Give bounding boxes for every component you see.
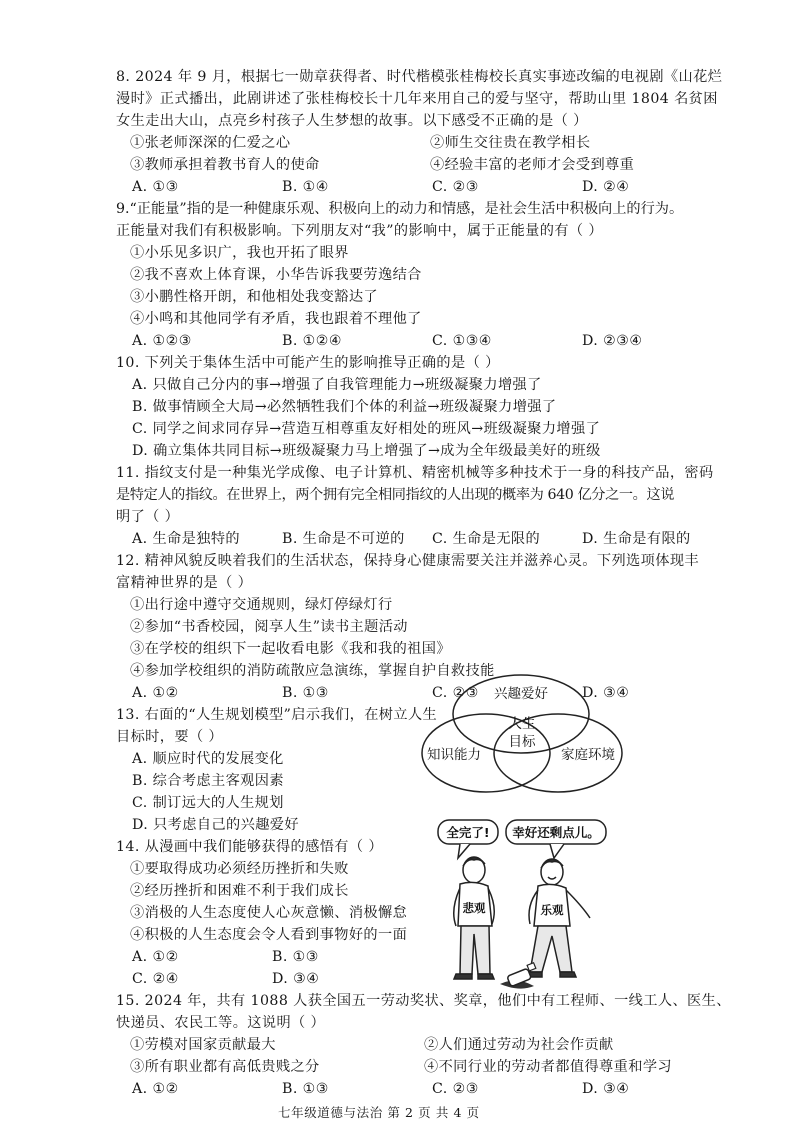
optimist-figure [524, 859, 590, 977]
q15-option-d: D. ③④ [582, 1081, 630, 1097]
optimism-pessimism-cartoon [430, 814, 612, 994]
q15-statement-3: ③所有职业都有高低贵贱之分 [130, 1059, 320, 1075]
q9-option-b: B. ①②④ [282, 333, 343, 349]
q15-statement-2: ②人们通过劳动为社会作贡献 [424, 1037, 614, 1053]
q13-stem-line1: 13. 右面的“人生规划模型”启示我们，在树立人生 [116, 707, 438, 723]
q12-stem-line2: 富精神世界的是（ ） [116, 575, 253, 591]
venn-label-knowledge: 知识能力 [427, 747, 481, 763]
speech-bubble-right [506, 820, 606, 858]
q15-option-c: C. ②③ [432, 1081, 479, 1097]
q15-stem-line2: 快递员、农民工等。这说明（ ） [116, 1015, 326, 1031]
q14-stem: 14. 从漫画中我们能够获得的感悟有（ ） [116, 839, 383, 855]
q14-option-a: A. ①② [132, 949, 179, 965]
q11-option-b: B. 生命是不可逆的 [282, 531, 405, 547]
q13-stem-line2: 目标时，要（ ） [116, 729, 224, 745]
q8-stem-line2: 漫时》正式播出，此剧讲述了张桂梅校长十几年来用自己的爱与坚守，帮助山里 1804 名贫困 [116, 91, 718, 107]
page-footer: 七年级道德与法治 第 2 页 共 4 页 [278, 1105, 480, 1120]
q10-option-c: C. 同学之间求同存异→营造互相尊重友好相处的班风→班级凝聚力增强了 [132, 421, 601, 437]
q15-statement-1: ①劳模对国家贡献最大 [130, 1037, 276, 1053]
q8-option-d: D. ②④ [582, 179, 630, 195]
q14-option-b: B. ①③ [272, 949, 319, 965]
q11-option-d: D. 生命是有限的 [582, 531, 691, 547]
q8-statement-2: ②师生交往贵在教学相长 [430, 135, 591, 151]
q8-statement-4: ④经验丰富的老师才会受到尊重 [430, 157, 635, 173]
q8-option-c: C. ②③ [432, 179, 479, 195]
venn-label-interest: 兴趣爱好 [494, 686, 548, 702]
q10-option-b: B. 做事情顾全大局→必然牺牲我们个体的利益→班级凝聚力增强了 [132, 399, 557, 415]
q12-stem-line1: 12. 精神风貌反映着我们的生活状态，保持身心健康需要关注并滋养心灵。下列选项体现丰 [116, 553, 700, 569]
q9-statement-2: ②我不喜欢上体育课，小华告诉我要劳逸结合 [130, 267, 422, 283]
shirt-left-text: 悲观 [462, 901, 486, 915]
venn-center-line2: 目标 [508, 734, 536, 750]
q14-option-d: D. ③④ [272, 971, 320, 987]
venn-center-line1: 人生 [508, 716, 536, 732]
shirt-right-text: 乐观 [540, 903, 564, 917]
tipped-bottle [500, 963, 536, 989]
q12-statement-4: ④参加学校组织的消防疏散应急演练，掌握自护自救技能 [130, 663, 495, 679]
q12-option-d: D. ③④ [582, 685, 630, 701]
q9-option-c: C. ①③④ [432, 333, 492, 349]
q15-option-b: B. ①③ [282, 1081, 329, 1097]
q9-option-a: A. ①②③ [132, 333, 192, 349]
q8-statement-3: ③教师承担着教书育人的使命 [130, 157, 320, 173]
q14-statement-2: ②经历挫折和困难不利于我们成长 [130, 883, 349, 899]
pessimist-figure [454, 857, 495, 979]
q8-option-b: B. ①④ [282, 179, 329, 195]
q12-statement-1: ①出行途中遵守交通规则，绿灯停绿灯行 [130, 597, 393, 613]
q13-option-d: D. 只考虑自己的兴趣爱好 [132, 817, 299, 833]
q9-statement-1: ①小乐见多识广，我也开拓了眼界 [130, 245, 349, 261]
q11-stem-line1: 11. 指纹支付是一种集光学成像、电子计算机、精密机械等多种技术于一身的科技产品，密码 [116, 465, 714, 481]
q10-option-d: D. 确立集体共同目标→班级凝聚力马上增强了→成为全年级最美好的班级 [132, 443, 601, 459]
q14-statement-1: ①要取得成功必须经历挫折和失败 [130, 861, 349, 877]
q14-statement-3: ③消极的人生态度使人心灰意懒、消极懈怠 [130, 905, 408, 921]
q9-stem-line1: 9.“正能量”指的是一种健康乐观、积极向上的动力和情感，是社会生活中积极向上的行为。 [116, 201, 684, 217]
q10-stem: 10. 下列关于集体生活中可能产生的影响推导正确的是（ ） [116, 355, 500, 371]
q14-statement-4: ④积极的人生态度会令人看到事物好的一面 [130, 927, 408, 943]
q11-option-c: C. 生命是无限的 [432, 531, 541, 547]
bubble-left-text: 全完了! [446, 825, 490, 840]
q8-stem-line1: 8. 2024 年 9 月，根据七一勋章获得者、时代楷模张桂梅校长真实事迹改编的电视剧《山花烂 [116, 69, 723, 85]
q13-option-b: B. 综合考虑主客观因素 [132, 773, 284, 789]
q12-statement-3: ③在学校的组织下一起收看电影《我和我的祖国》 [130, 641, 451, 657]
q12-statement-2: ②参加“书香校园，阅享人生”读书主题活动 [130, 619, 408, 635]
q8-statement-1: ①张老师深深的仁爱之心 [130, 135, 291, 151]
speech-bubble-left [438, 820, 498, 858]
q15-stem-line1: 15. 2024 年，共有 1088 人获全国五一劳动奖状、奖章，他们中有工程师、一线工人、医生、 [116, 993, 731, 1009]
q10-option-a: A. 只做自己分内的事→增强了自我管理能力→班级凝聚力增强了 [132, 377, 542, 393]
q9-statement-4: ④小鸣和其他同学有矛盾，我也跟着不理他了 [130, 311, 422, 327]
q12-option-a: A. ①② [132, 685, 179, 701]
q11-option-a: A. 生命是独特的 [132, 531, 240, 547]
q15-statement-4: ④不同行业的劳动者都值得尊重和学习 [424, 1059, 672, 1075]
venn-label-family: 家庭环境 [561, 747, 615, 763]
q11-stem-line2: 是特定人的指纹。在世界上，两个拥有完全相同指纹的人出现的概率为 640 亿分之一。这说 [116, 487, 675, 503]
q9-option-d: D. ②③④ [582, 333, 643, 349]
q9-statement-3: ③小鹏性格开朗，和他相处我变豁达了 [130, 289, 378, 305]
q8-stem-line3: 女生走出大山，点亮乡村孩子人生梦想的故事。以下感受不正确的是（ ） [116, 113, 588, 129]
q15-option-a: A. ①② [132, 1081, 179, 1097]
q13-option-c: C. 制订远大的人生规划 [132, 795, 284, 811]
q12-option-b: B. ①③ [282, 685, 329, 701]
bubble-right-text: 幸好还剩点儿。 [512, 825, 600, 840]
q14-option-c: C. ②④ [132, 971, 179, 987]
life-planning-venn-diagram [420, 664, 630, 802]
q11-stem-line3: 明了（ ） [116, 509, 180, 525]
q13-option-a: A. 顺应时代的发展变化 [132, 751, 284, 767]
q9-stem-line2: 正能量对我们有积极影响。下列朋友对“我”的影响中，属于正能量的有（ ） [116, 223, 604, 239]
q8-option-a: A. ①③ [132, 179, 179, 195]
q12-option-c: C. ②③ [432, 685, 479, 701]
